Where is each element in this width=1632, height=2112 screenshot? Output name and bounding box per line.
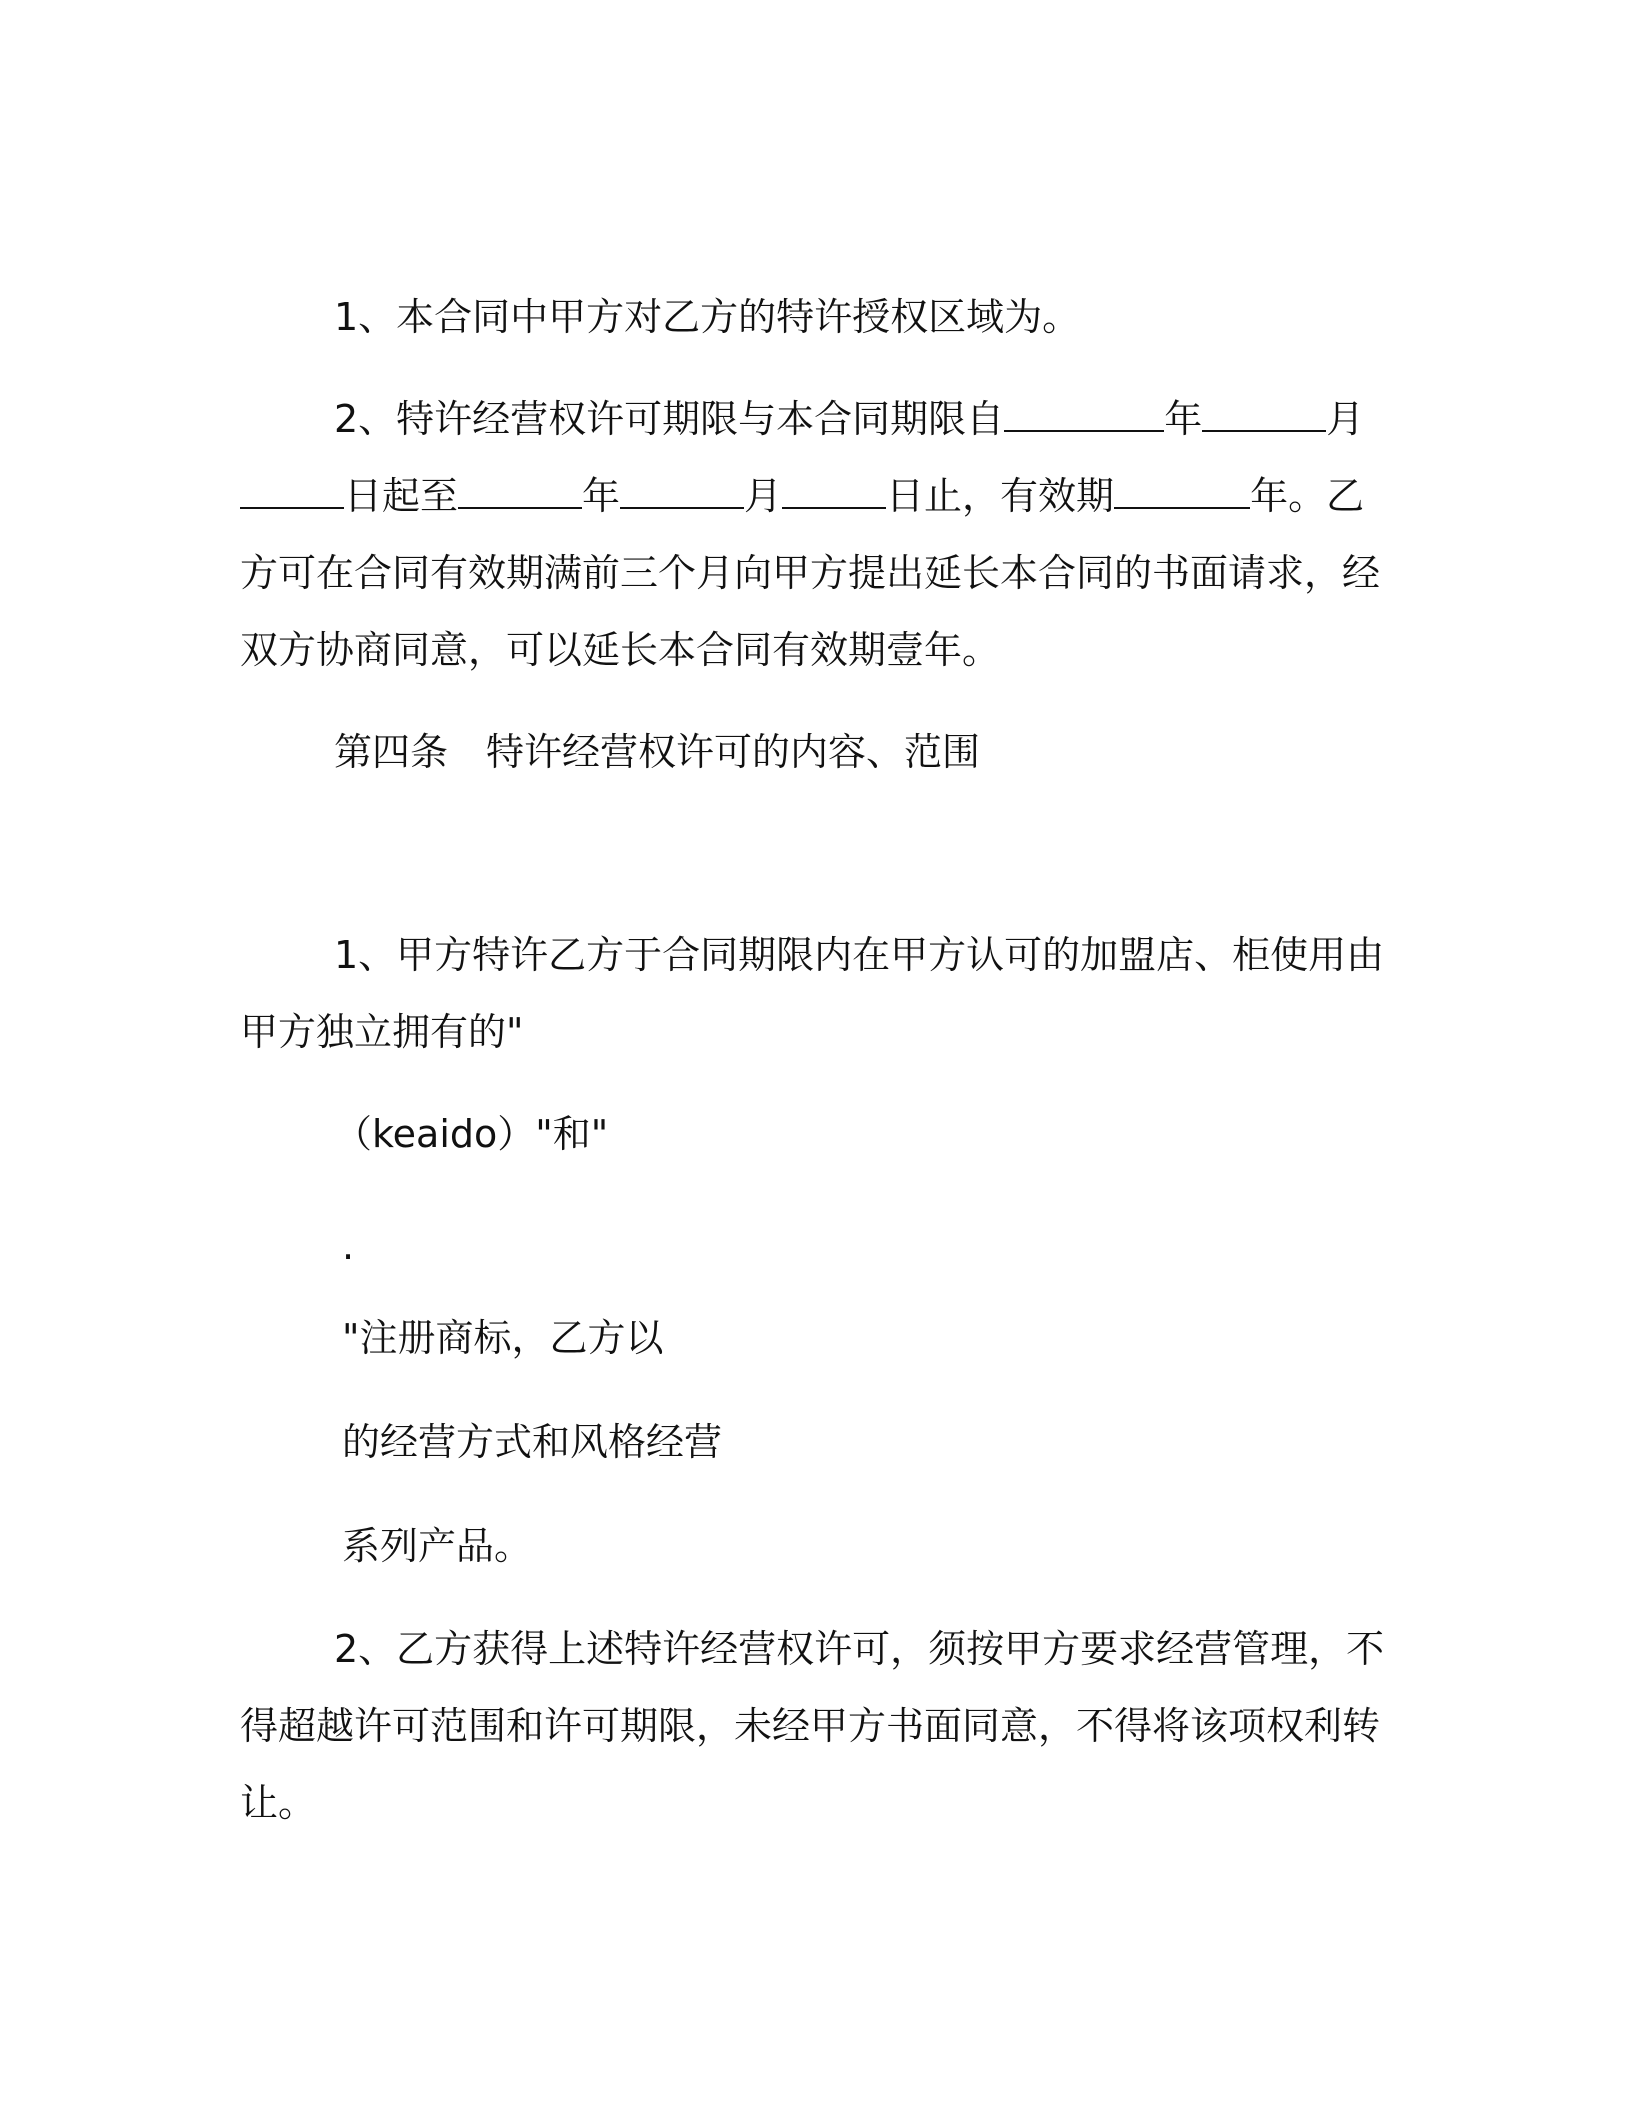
term-intro-text: 2、特许经营权许可期限与本合同期限自 [334,397,1005,441]
end-day-blank[interactable] [782,473,886,509]
clause-4-item-1-line-6: 的经营方式和风格经营 [342,1420,723,1464]
day-label: 日止，有效期 [886,474,1115,518]
year-label: 年 [582,474,621,518]
clause-4-item-1-line-1: 1、甲方特许乙方于合同期限内在甲方认可的加盟店、柜使用由 [334,933,1385,977]
day-label: 日起至 [344,474,459,518]
clause-3-item-2-line-4: 双方协商同意，可以延长本合同有效期壹年。 [240,628,1001,672]
clause-4-item-1-line-2: 甲方独立拥有的" [240,1010,524,1054]
clause-4-item-1-line-4: . [342,1224,355,1268]
clause-3-item-2-line-3: 方可在合同有效期满前三个月向甲方提出延长本合同的书面请求，经 [240,551,1381,595]
start-day-blank[interactable] [240,473,344,509]
validity-years-blank[interactable] [1114,473,1250,509]
clause-4-item-1-line-5: "注册商标，乙方以 [342,1316,664,1360]
end-year-blank[interactable] [458,473,582,509]
clause-3-item-2-line-2 [240,472,1364,520]
year-label: 年 [1164,397,1203,441]
start-month-blank[interactable] [1202,396,1326,432]
month-label: 月 [744,474,783,518]
clause-4-heading: 第四条 特许经营权许可的内容、范围 [334,730,981,774]
start-year-blank[interactable] [1004,396,1164,432]
clause-3-item-2-line-1 [334,395,1364,443]
year-label: 年。乙 [1250,474,1365,518]
end-month-blank[interactable] [620,473,744,509]
clause-4-item-2-line-1: 2、乙方获得上述特许经营权许可，须按甲方要求经营管理，不 [334,1627,1385,1671]
clause-4-item-2-line-3: 让。 [240,1781,317,1825]
clause-4-item-1-line-3: （keaido）"和" [334,1112,609,1156]
clause-3-item-1: 1、本合同中甲方对乙方的特许授权区域为。 [334,295,1081,339]
clause-4-item-1-line-7: 系列产品。 [342,1524,533,1568]
clause-4-item-2-line-2: 得超越许可范围和许可期限，未经甲方书面同意，不得将该项权利转 [240,1704,1381,1748]
month-label: 月 [1326,397,1365,441]
